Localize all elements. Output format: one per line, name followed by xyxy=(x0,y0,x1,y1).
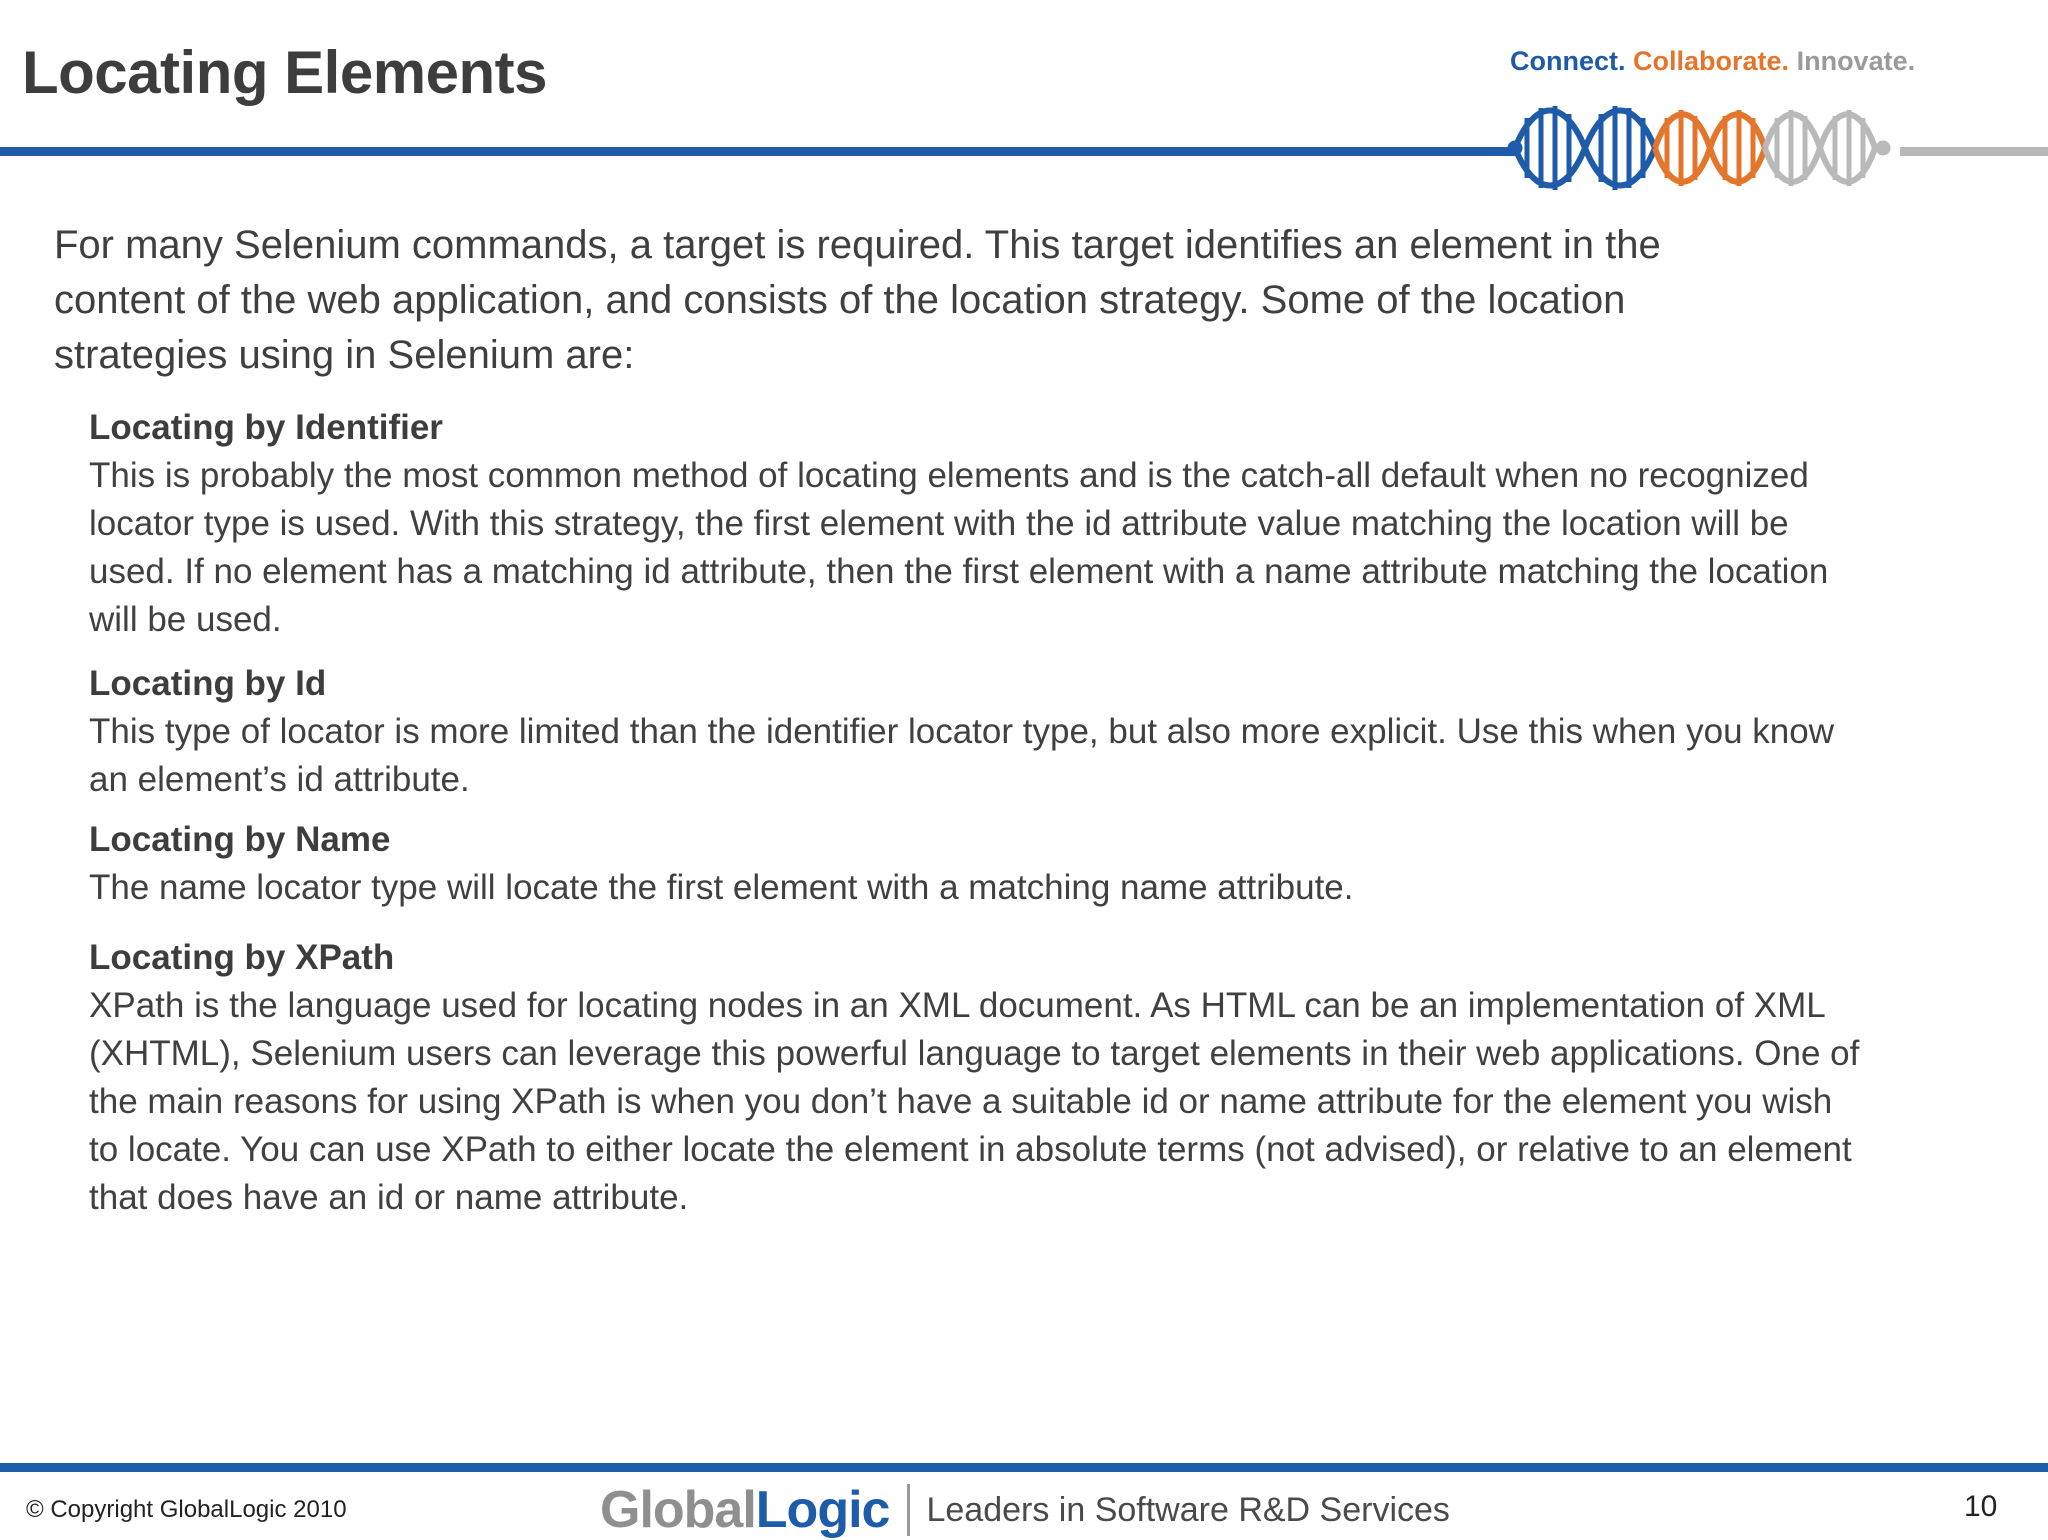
dna-helix-blue xyxy=(1508,106,1655,190)
globallogic-logo xyxy=(600,1480,1450,1539)
page-number: 10 xyxy=(1964,1490,1998,1523)
logo-divider xyxy=(907,1484,910,1536)
header-rule-end xyxy=(1900,147,2048,156)
section-heading: Locating by Identifier xyxy=(89,408,443,447)
section-xpath xyxy=(89,934,1869,1222)
logo-global-text: Global xyxy=(600,1481,756,1539)
tagline-innovate: Innovate. xyxy=(1796,46,1916,76)
section-body: This type of locator is more limited than the identifier locator type, but also more explicit. Use this when you know an element’s id attribute. xyxy=(89,712,1834,799)
locator-sections xyxy=(89,404,1869,1222)
tagline xyxy=(1510,46,1915,77)
logo-tagline: Leaders in Software R&D Services xyxy=(926,1490,1450,1529)
section-heading: Locating by Name xyxy=(89,820,391,859)
section-body: This is probably the most common method of locating elements and is the catch-all default when no recognized locator type is used. With this strategy, the first element with the id attribute value matching the location will be used. If no element has a matching id attribute, then the first element with a name attribute matching the location will be used. xyxy=(89,456,1829,639)
footer-rule xyxy=(0,1463,2048,1472)
header-rule xyxy=(0,147,1520,156)
dna-helix-orange xyxy=(1655,110,1765,186)
logo-logic-text: Logic xyxy=(755,1481,890,1539)
dna-helix-logo-icon xyxy=(1505,88,1905,208)
dna-helix-gray xyxy=(1765,110,1890,186)
section-id xyxy=(89,660,1869,804)
section-heading: Locating by Id xyxy=(89,664,327,703)
section-identifier xyxy=(89,404,1869,644)
tagline-connect: Connect. xyxy=(1510,46,1626,76)
slide-title: Locating Elements xyxy=(22,39,547,106)
intro-paragraph: For many Selenium commands, a target is required. This target identifies an element in the content of the web application, and consists of the location strategy. Some of the location strategies using in Selenium are: xyxy=(54,223,1661,377)
copyright: © Copyright GlobalLogic 2010 xyxy=(26,1496,347,1523)
section-body: The name locator type will locate the first element with a matching name attribute. xyxy=(89,868,1354,907)
section-name xyxy=(89,816,1869,912)
tagline-collaborate: Collaborate. xyxy=(1633,46,1790,76)
section-body: XPath is the language used for locating nodes in an XML document. As HTML can be an implementation of XML (XHTML), Selenium users can leverage this powerful language to target elements in their web applications. One of the main reasons for using XPath is when you don’t have a suitable id or name attribute for the element you wish to locate. You can use XPath to either locate the element in absolute terms (not advised), or relative to an element that does have an id or name attribute. xyxy=(89,986,1860,1217)
section-heading: Locating by XPath xyxy=(89,938,395,977)
